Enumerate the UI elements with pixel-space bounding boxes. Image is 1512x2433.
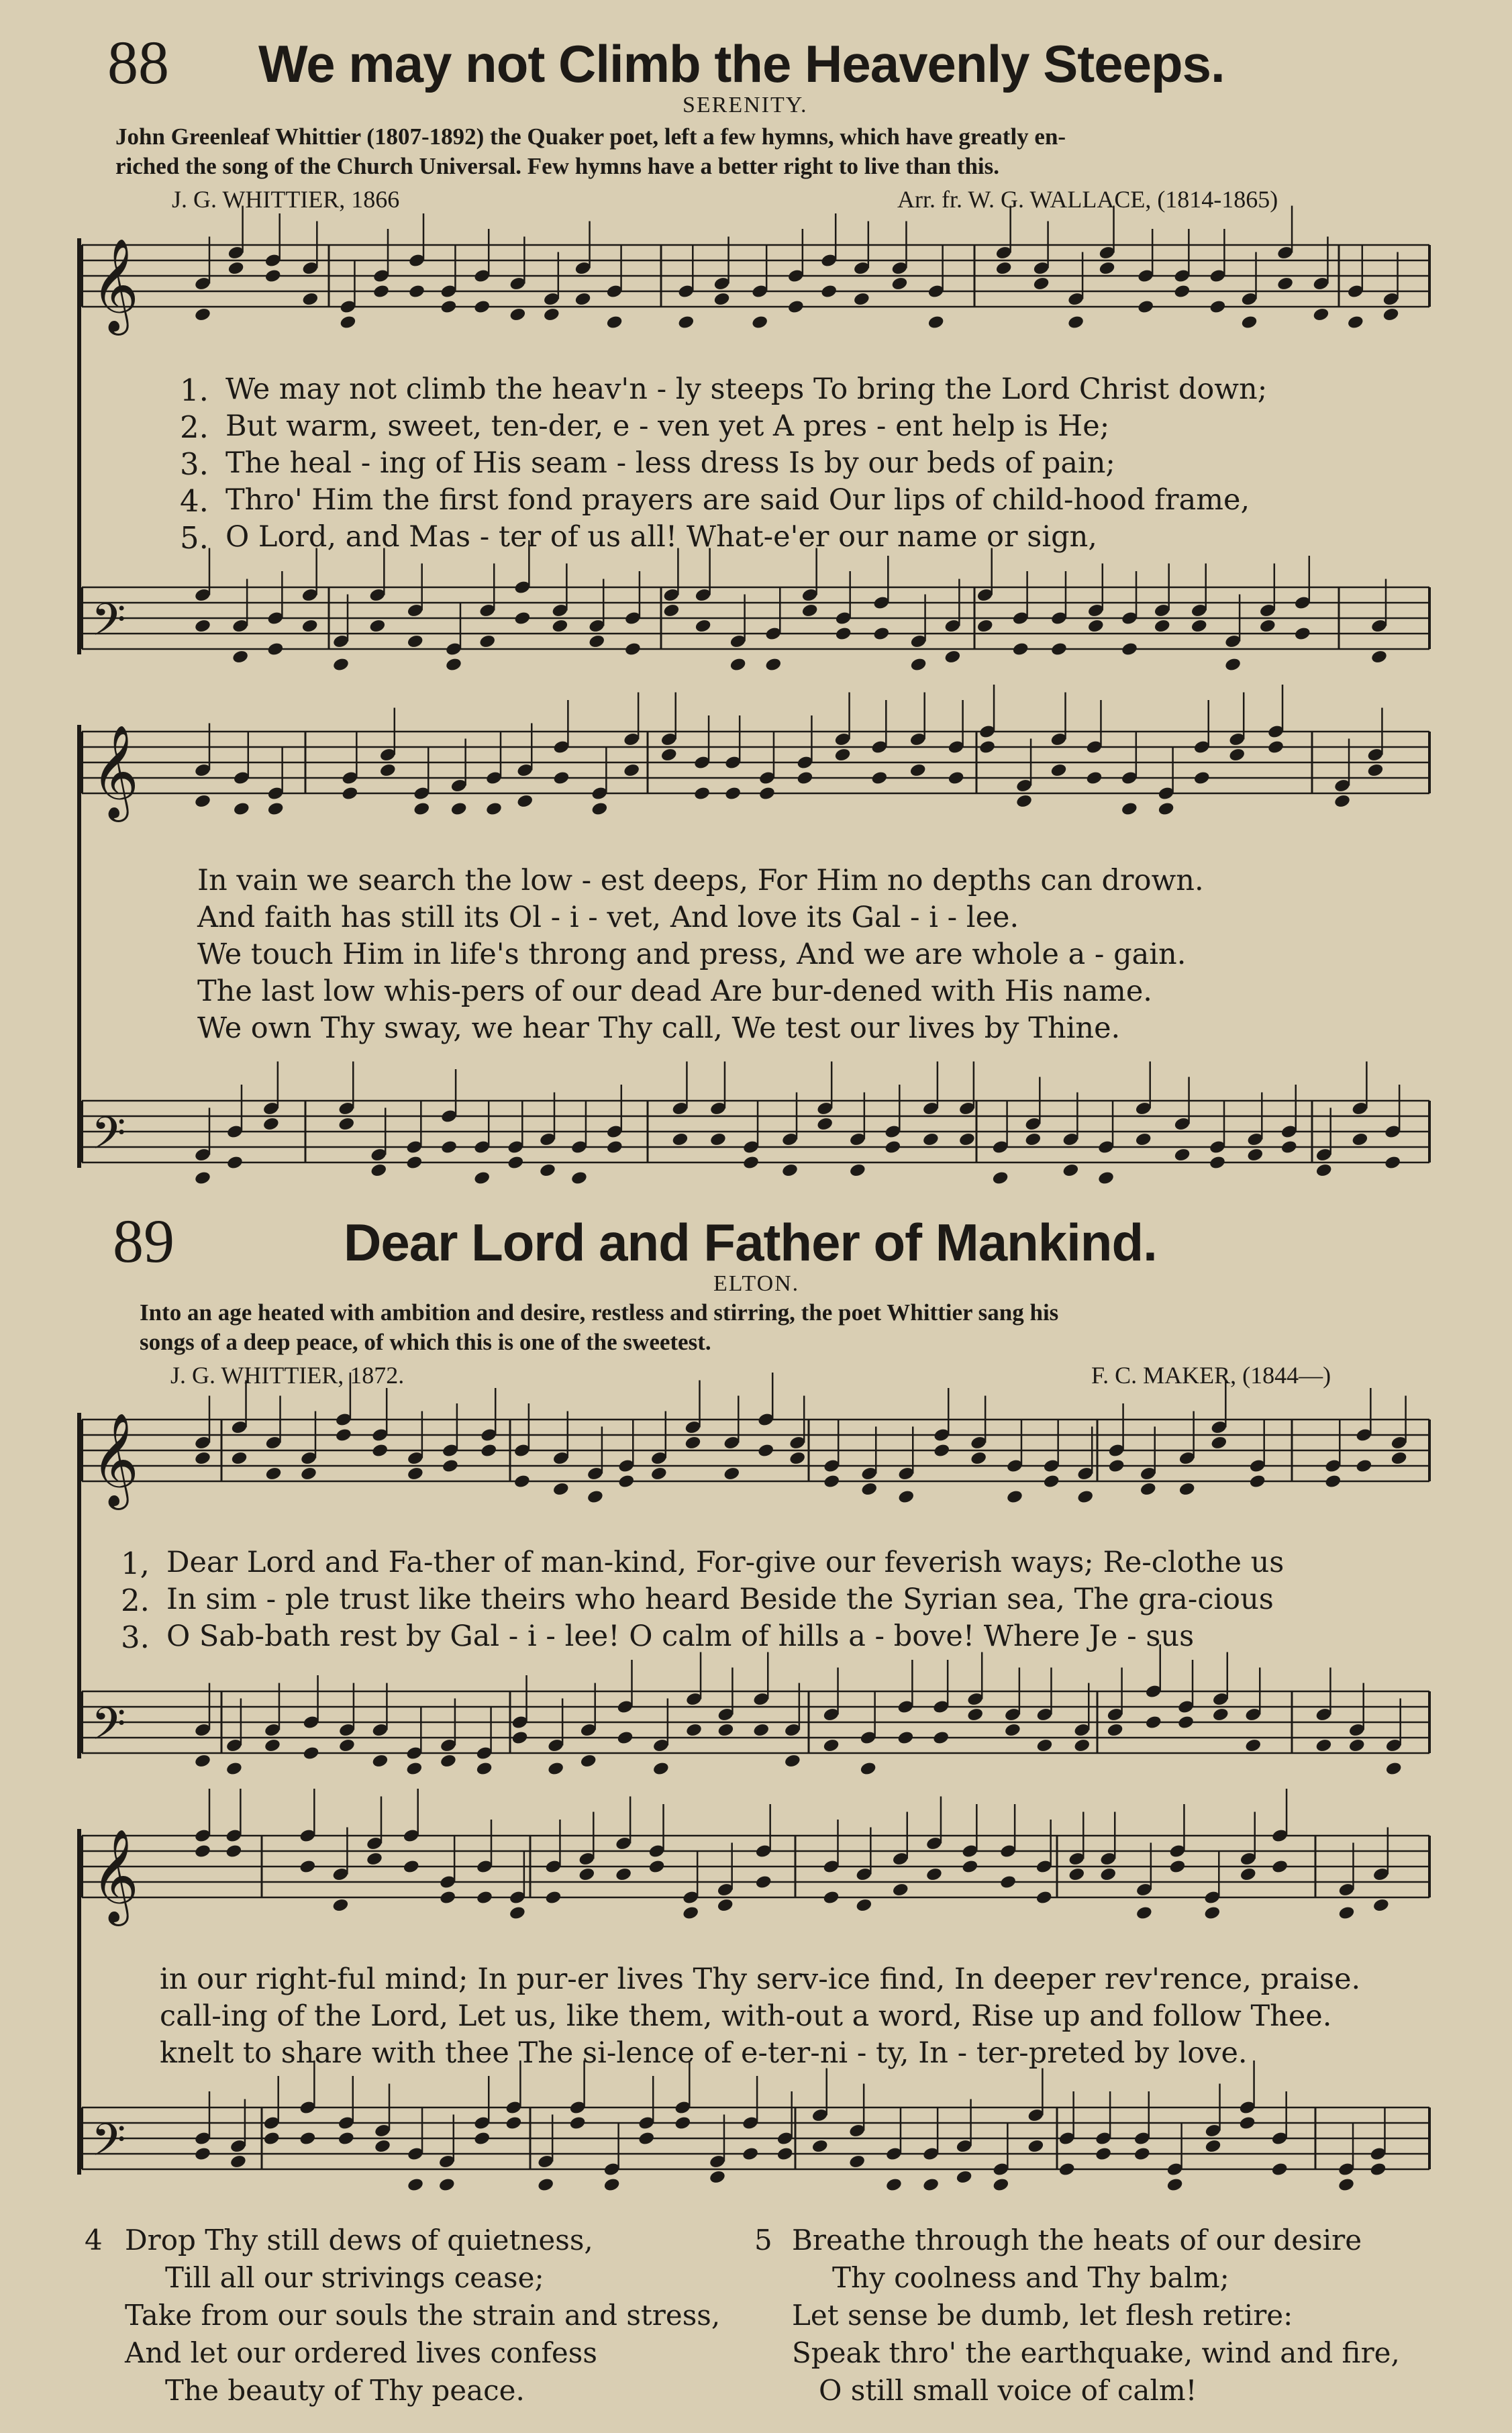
- lyric-line: Dear Lord and Fa-ther of man-kind, For-give our feverish ways; Re-clothe us: [166, 1546, 1284, 1579]
- svg-text:𝄢: 𝄢: [91, 594, 126, 656]
- lyric-line: The last low whis-pers of our dead Are bur-dened with His name.: [197, 975, 1152, 1008]
- lyric-line: in our right-ful mind; In pur-er lives Thy serv-ice find, In deeper rev'rence, praise.: [160, 1963, 1361, 1996]
- stanza-line: Drop Thy still dews of quietness,: [125, 2224, 593, 2256]
- lyric-line: In sim - ple trust like theirs who heard Beside the Syrian sea, The gra-cious: [166, 1583, 1274, 1616]
- hymn-88-note: [115, 122, 1424, 181]
- stanza-line: O still small voice of calm!: [819, 2374, 1197, 2407]
- verse-number: 2.: [121, 1583, 150, 1618]
- hymn-88-number: 88: [107, 28, 169, 97]
- hymn-89-note-line-1: Into an age heated with ambition and desire, restless and stirring, the poet Whittier sang his: [140, 1299, 1059, 1326]
- svg-text:𝄢: 𝄢: [91, 1107, 126, 1170]
- lyric-line: knelt to share with thee The si-lence of e-ter-ni - ty, In - ter-preted by love.: [160, 2036, 1248, 2070]
- stanza-5: [754, 2222, 1400, 2410]
- lyric-line: The heal - ing of His seam - less dress Is by our beds of pain;: [225, 446, 1115, 480]
- stanza-number: 5: [754, 2224, 772, 2256]
- svg-text:𝄢: 𝄢: [91, 1698, 126, 1760]
- verse-number: 5.: [180, 520, 209, 556]
- svg-text:𝄞: 𝄞: [91, 725, 139, 818]
- stanza-number: 4: [85, 2224, 103, 2256]
- stanza-line: Take from our souls the strain and stress,: [125, 2299, 721, 2332]
- lyric-line: call-ing of the Lord, Let us, like them, with-out a word, Rise up and follow Thee.: [160, 1999, 1332, 2033]
- stanza-4: [85, 2222, 720, 2410]
- stanza-line: Speak thro' the earthquake, wind and fire,: [792, 2336, 1400, 2369]
- lyric-line: We may not climb the heav'n - ly steeps To bring the Lord Christ down;: [225, 373, 1268, 406]
- hymn-89-tune: ELTON.: [713, 1271, 800, 1296]
- svg-text:𝄞: 𝄞: [91, 1829, 139, 1922]
- svg-text:𝄢: 𝄢: [91, 2114, 126, 2177]
- lyric-line: In vain we search the low - est deeps, For Him no depths can drown.: [197, 864, 1204, 897]
- verse-number: 3.: [121, 1620, 150, 1655]
- svg-text:𝄞: 𝄞: [91, 238, 139, 332]
- stanza-line: Breathe through the heats of our desire: [792, 2224, 1362, 2256]
- hymn-89-composer: F. C. MAKER, (1844—): [1091, 1362, 1331, 1389]
- verse-number: 1.: [180, 373, 209, 408]
- hymn-88-title: We may not Climb the Heavenly Steeps.: [258, 34, 1225, 93]
- lyric-line: But warm, sweet, ten-der, e - ven yet A pres - ent help is He;: [225, 409, 1110, 443]
- hymn-89-title: Dear Lord and Father of Mankind.: [344, 1213, 1157, 1272]
- lyric-line: Thro' Him the first fond prayers are said Our lips of child-hood frame,: [225, 483, 1250, 517]
- verse-number: 1,: [121, 1546, 150, 1581]
- lyric-line: And faith has still its Ol - i - vet, And love its Gal - i - lee.: [197, 901, 1019, 934]
- stanza-line: Thy coolness and Thy balm;: [832, 2261, 1229, 2294]
- hymn-88-arranger: Arr. fr. W. G. WALLACE, (1814-1865): [897, 186, 1278, 213]
- hymn-88-note-line-1: John Greenleaf Whittier (1807-1892) the Quaker poet, left a few hymns, which have greatly en-: [115, 123, 1066, 150]
- hymn-89-note-line-2: songs of a deep peace, of which this is one of the sweetest.: [140, 1329, 711, 1355]
- lyric-line: O Sab-bath rest by Gal - i - lee! O calm of hills a - bove! Where Je - sus: [166, 1620, 1195, 1653]
- stanza-line: And let our ordered lives confess: [125, 2336, 597, 2369]
- svg-text:𝄞: 𝄞: [91, 1413, 139, 1506]
- lyric-line: O Lord, and Mas - ter of us all! What-e'er our name or sign,: [225, 520, 1097, 554]
- verse-number: 4.: [180, 483, 209, 519]
- stanza-line: The beauty of Thy peace.: [165, 2374, 525, 2407]
- stanza-line: Till all our strivings cease;: [165, 2261, 544, 2294]
- lyric-line: We touch Him in life's throng and press, And we are whole a - gain.: [197, 938, 1187, 971]
- verse-number: 2.: [180, 409, 209, 445]
- lyric-line: We own Thy sway, we hear Thy call, We test our lives by Thine.: [197, 1011, 1121, 1045]
- hymn-88-note-line-2: riched the song of the Church Universal. Few hymns have a better right to live than this.: [115, 153, 1000, 179]
- hymn-88-author: J. G. WHITTIER, 1866: [172, 186, 400, 213]
- hymn-89-note: [140, 1298, 1448, 1357]
- stanza-line: Let sense be dumb, let flesh retire:: [792, 2299, 1293, 2332]
- verse-number: 3.: [180, 446, 209, 482]
- hymn-88-tune: SERENITY.: [683, 93, 808, 117]
- hymn-89-number: 89: [113, 1207, 174, 1275]
- hymn-89-author: J. G. WHITTIER, 1872.: [170, 1362, 405, 1389]
